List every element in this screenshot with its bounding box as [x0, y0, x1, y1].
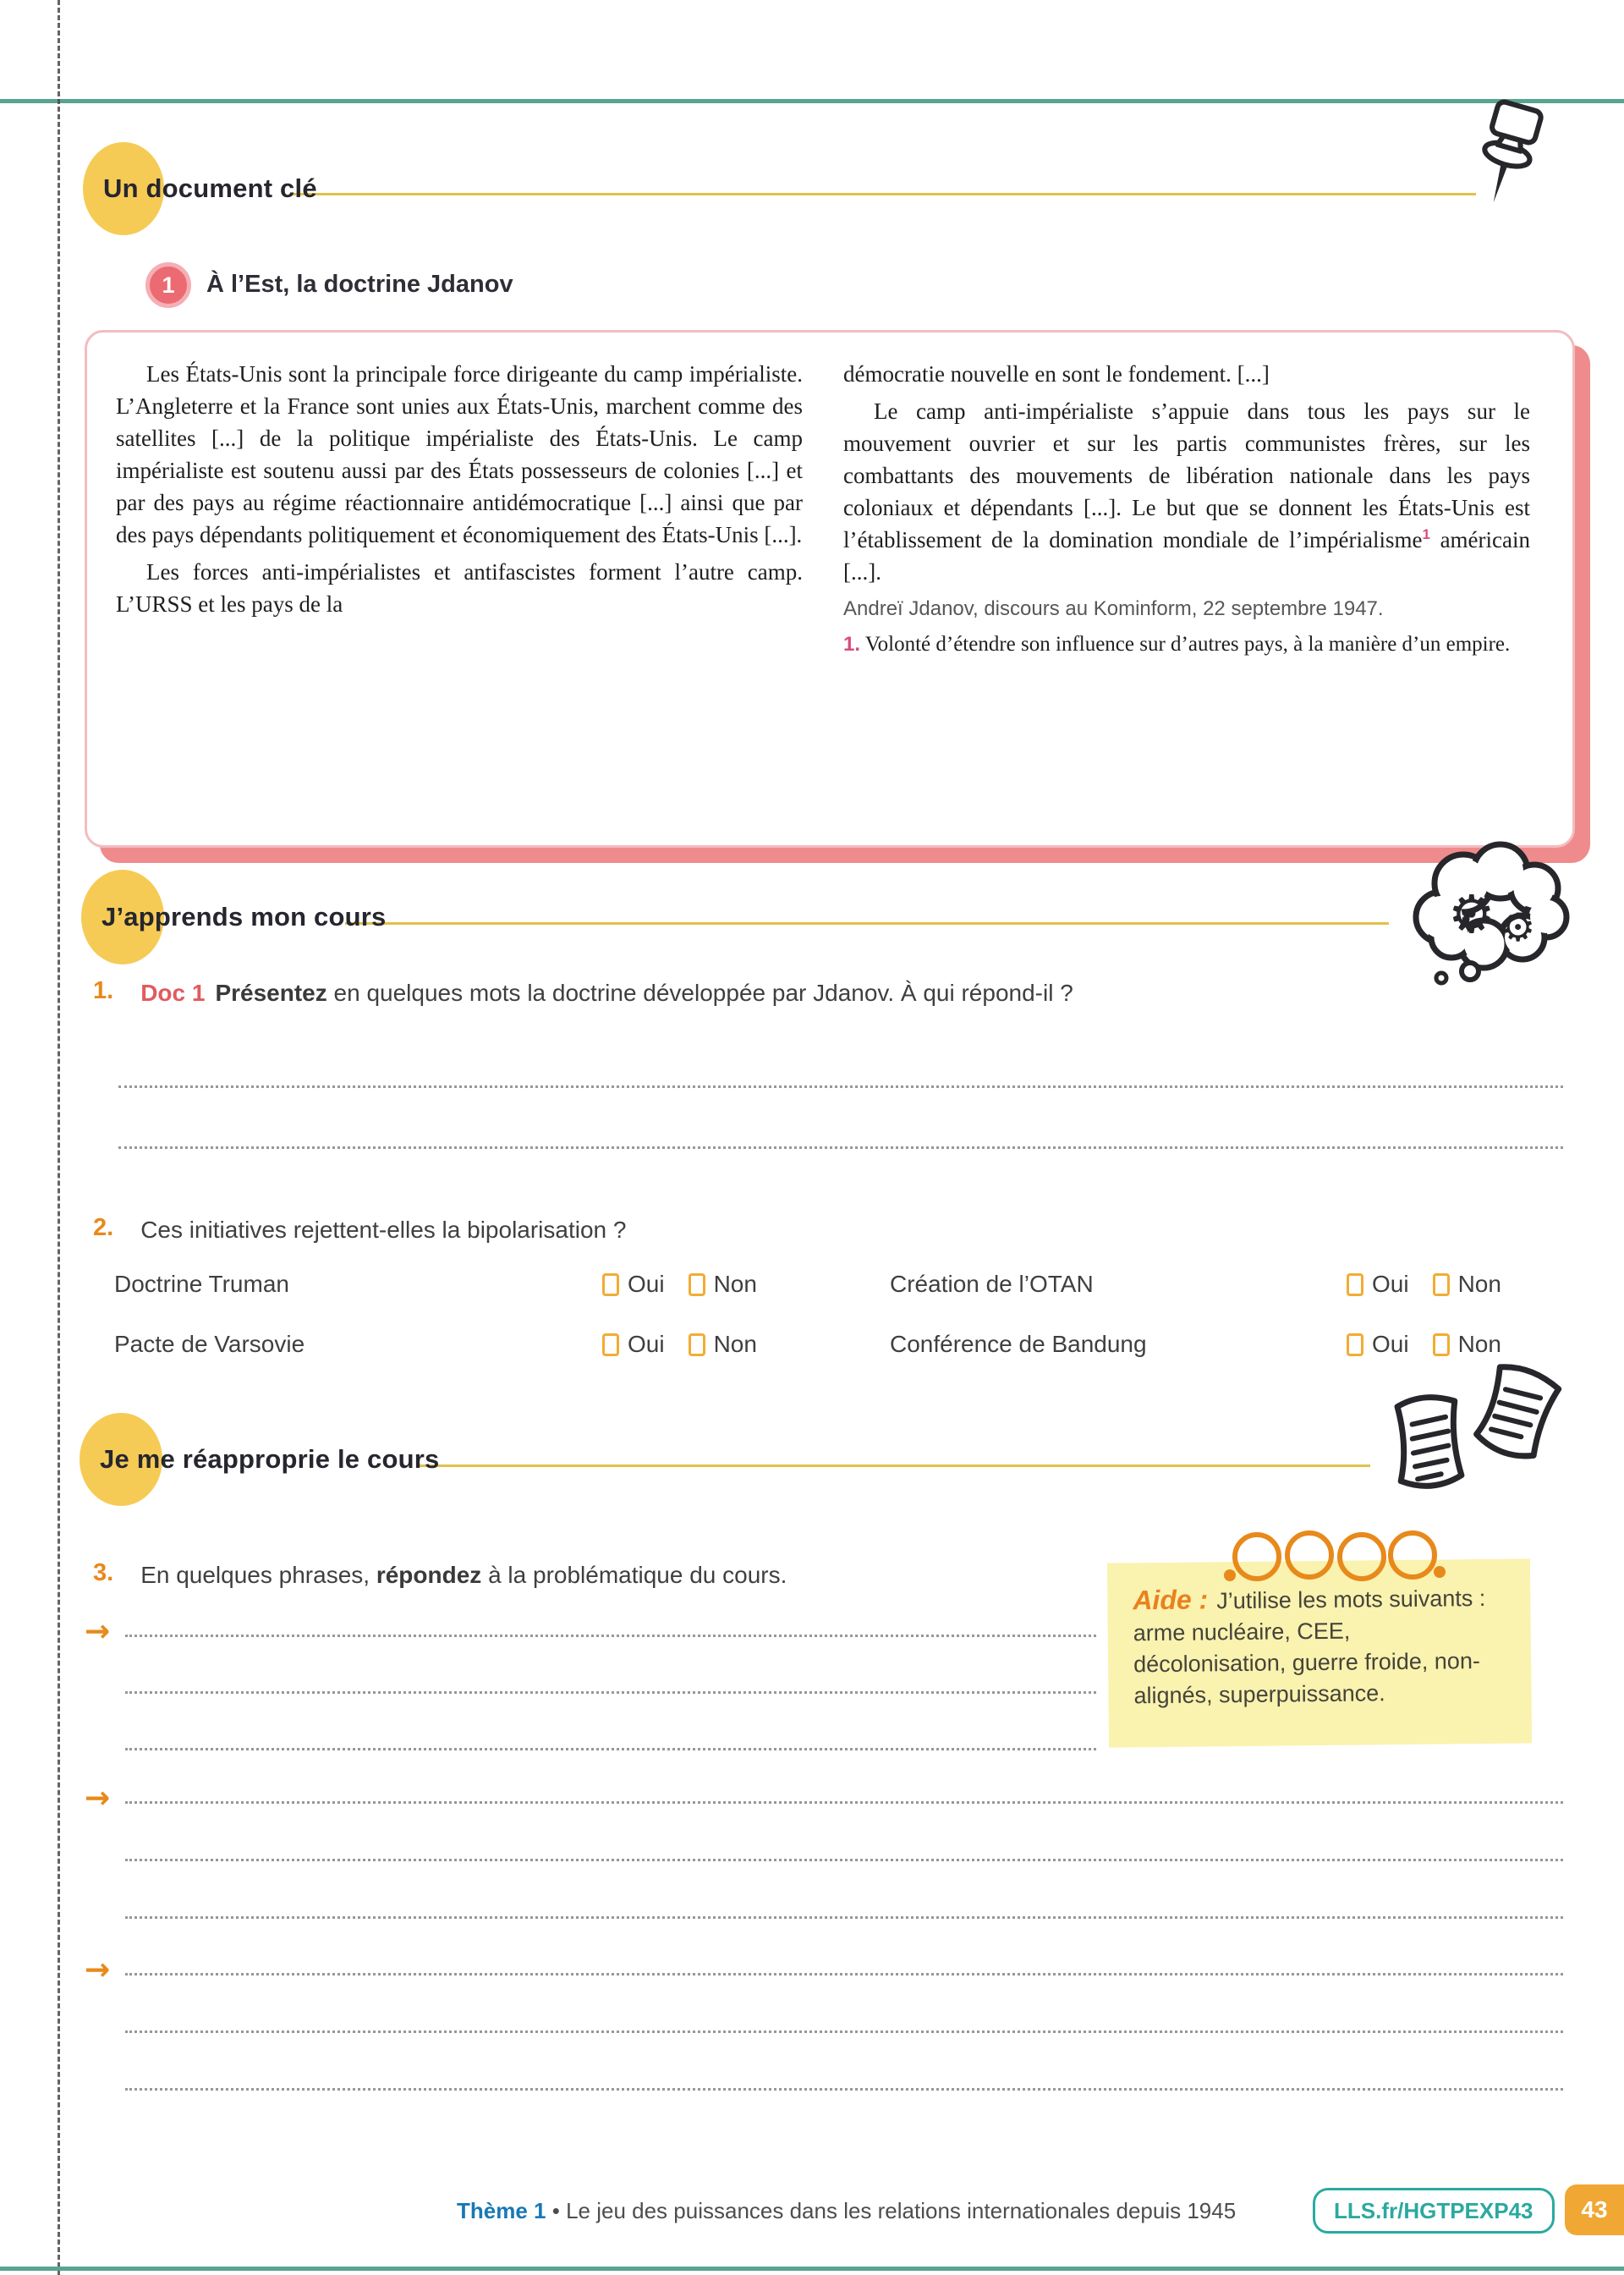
question-number: 2. — [85, 1212, 122, 1245]
checkbox-non[interactable] — [1433, 1333, 1450, 1356]
answer-line[interactable] — [118, 1146, 1563, 1149]
option-label: Oui — [628, 1331, 665, 1357]
question-3 — [85, 1557, 787, 1591]
section-title-reapproprie: Je me réapproprie le cours — [100, 1444, 440, 1474]
footer-theme-label: Thème 1 — [457, 2198, 546, 2223]
option-label: Oui — [1372, 1331, 1409, 1357]
thought-bubble-icon — [1389, 833, 1575, 989]
checkbox-non[interactable] — [689, 1273, 705, 1296]
question-2 — [85, 1212, 626, 1246]
q2-item-label: Conférence de Bandung — [890, 1331, 1147, 1357]
gear-icon: ⚙ — [1448, 883, 1495, 945]
doc-column-right — [843, 358, 1530, 825]
doc-footnote: 1. Volonté d’étendre son influence sur d’autres pays, à la manière d’un empire. — [843, 633, 1511, 656]
doc-paragraph: Le camp anti-impérialiste s’appuie dans tous les pays sur le mouvement ouvrier et sur les partis communistes frères, sur les combattants des mouvements de libération nationale dans les pays coloniaux et dépendants [...]. Le but que se donnent les États-Unis est l’établissement de la domination mondiale de l’impérialisme$^1$ américain [...]. — [843, 398, 1530, 585]
answer-line[interactable] — [125, 1916, 1563, 1919]
footer-title: Le jeu des puissances dans les relations internationales depuis 1945 — [566, 2198, 1237, 2223]
top-rule — [0, 99, 1624, 103]
doc-source: Andreï Jdanov, discours au Kominform, 22 septembre 1947. — [843, 597, 1384, 620]
doc-title: À l’Est, la doctrine Jdanov — [206, 271, 513, 298]
page-number-badge: 43 — [1565, 2184, 1624, 2235]
q2-options — [602, 1331, 757, 1358]
q2-options — [1347, 1331, 1501, 1358]
footnote-ref: 1 — [1422, 526, 1430, 542]
section-title-document-cle: Un document clé — [103, 173, 317, 203]
footer — [457, 2198, 1236, 2224]
bottom-rule — [0, 2267, 1624, 2271]
question-text: Ces initiatives rejettent-elles la bipolarisation ? — [140, 1217, 627, 1243]
arrow-icon: → — [85, 1781, 111, 1816]
q2-row-1 — [0, 1271, 1624, 1306]
margin-dashed-line — [58, 0, 60, 2275]
q2-item-label: Création de l’OTAN — [890, 1271, 1094, 1297]
q2-item-label: Doctrine Truman — [114, 1271, 289, 1297]
header-rule — [292, 193, 1476, 195]
question-number: 1. — [85, 975, 122, 1008]
answer-line[interactable] — [118, 1085, 1563, 1088]
checkbox-oui[interactable] — [1347, 1273, 1363, 1296]
option-label: Oui — [628, 1271, 665, 1297]
answer-line[interactable] — [125, 2030, 1563, 2033]
checkbox-non[interactable] — [689, 1333, 705, 1356]
option-label: Non — [713, 1331, 757, 1357]
question-number: 3. — [85, 1557, 122, 1590]
answer-line[interactable] — [125, 1748, 1096, 1750]
checkbox-oui[interactable] — [1347, 1333, 1363, 1356]
aide-text: J’utilise les mots suivants : arme nucléaire, CEE, décolonisation, guerre froide, non-alignés, superpuissance. — [1133, 1585, 1486, 1709]
header-rule — [416, 1464, 1370, 1467]
q2-options — [602, 1271, 757, 1298]
checkbox-oui[interactable] — [602, 1333, 619, 1356]
question-1 — [85, 975, 1073, 1009]
spiral-doodle-icon — [1216, 1523, 1470, 1591]
answer-line[interactable] — [125, 1859, 1563, 1861]
doc-column-left — [116, 358, 803, 825]
checkbox-oui[interactable] — [602, 1273, 619, 1296]
arrow-icon: → — [85, 1953, 111, 1987]
papers-icon — [1377, 1360, 1580, 1525]
option-label: Non — [1457, 1271, 1501, 1297]
question-text: Doc 1 Présentez en quelques mots la doctrine développée par Jdanov. À qui répond-il ? — [140, 980, 1073, 1006]
answer-line[interactable] — [125, 1635, 1096, 1637]
q2-item-label: Pacte de Varsovie — [114, 1331, 305, 1357]
doc-paragraph: démocratie nouvelle en sont le fondement. [...] — [843, 361, 1270, 387]
checkbox-non[interactable] — [1433, 1273, 1450, 1296]
option-label: Non — [713, 1271, 757, 1297]
section-title-japprends: J’apprends mon cours — [102, 902, 387, 931]
gear-icon: ⚙ — [1501, 904, 1536, 950]
answer-line[interactable] — [125, 1801, 1563, 1804]
doc-ref-label: Doc 1 — [140, 980, 206, 1006]
pushpin-icon — [1463, 98, 1556, 210]
doc-number-badge: 1 — [145, 262, 191, 308]
answer-line[interactable] — [125, 2088, 1563, 2091]
q2-options — [1347, 1271, 1501, 1298]
footer-separator: • — [551, 2198, 560, 2223]
doc-paragraph: Les États-Unis sont la principale force dirigeante du camp impérialiste. L’Angleterre et la France sont unies aux États-Unis, marchent comme des satellites [...] de la politique impérialiste des États-Unis. Le camp impérialiste est soutenu aussi par des États possesseurs de colonies [...] et par des pays au régime réactionnaire antidémocratique [...] ainsi que par des pays dépendants politiquement et économiquement des États-Unis [...]. — [116, 361, 803, 547]
option-label: Non — [1457, 1331, 1501, 1357]
aide-label: Aide : — [1133, 1584, 1209, 1616]
option-label: Oui — [1372, 1271, 1409, 1297]
lls-link-badge[interactable]: LLS.fr/HGTPEXP43 — [1313, 2188, 1555, 2234]
doc-paragraph: Les forces anti-impérialistes et antifascistes forment l’autre camp. L’URSS et les pays de la — [116, 559, 803, 617]
question-text: En quelques phrases, répondez à la problématique du cours. — [140, 1562, 787, 1588]
answer-line[interactable] — [125, 1973, 1563, 1976]
doc-text-box — [85, 330, 1575, 848]
header-rule — [345, 922, 1389, 925]
arrow-icon: → — [85, 1614, 111, 1649]
answer-line[interactable] — [125, 1691, 1096, 1694]
